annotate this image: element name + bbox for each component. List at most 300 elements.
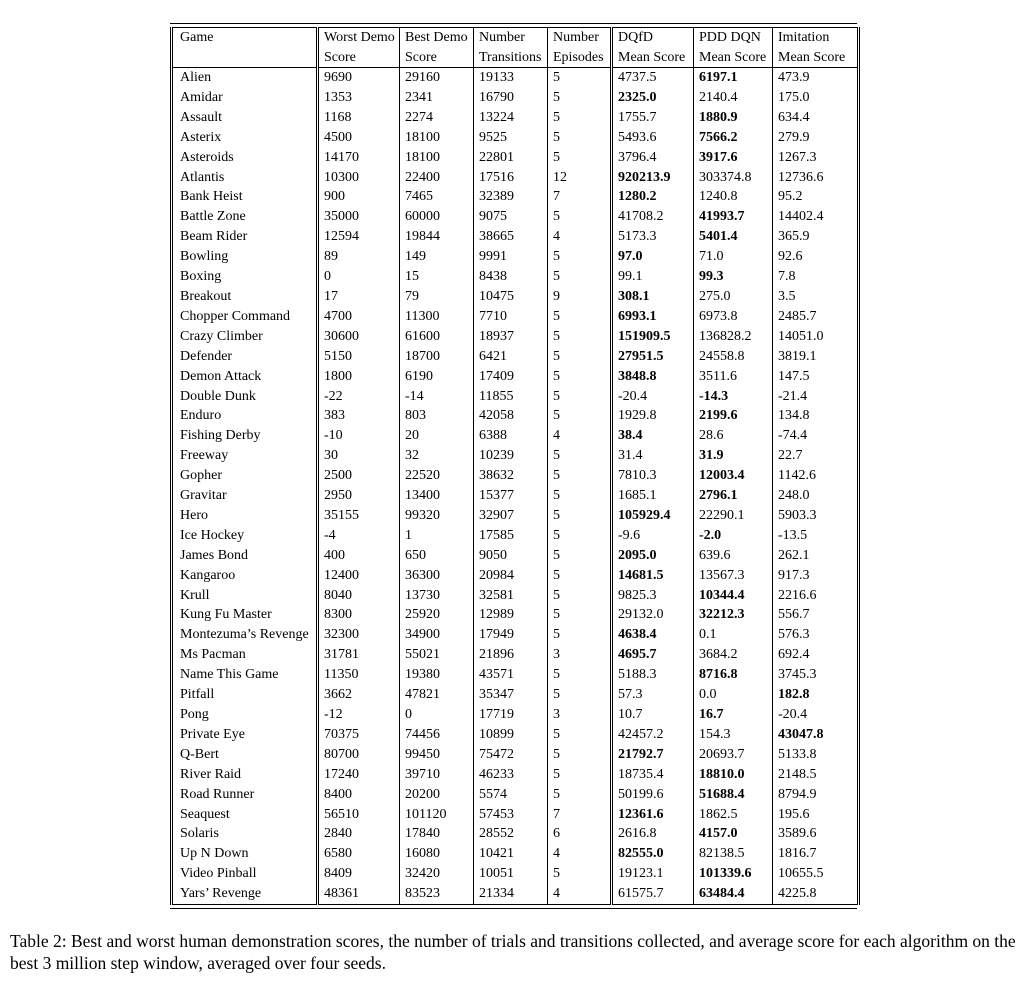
cell-imitation: 175.0	[773, 88, 859, 108]
cell-dqfd: 5173.3	[612, 227, 694, 247]
cell-imitation: 22.7	[773, 446, 859, 466]
cell-imitation: 3745.3	[773, 665, 859, 685]
cell-episodes: 5	[548, 605, 612, 625]
cell-pdd-dqn: 2199.6	[694, 406, 773, 426]
cell-transitions: 17585	[474, 526, 548, 546]
cell-best-demo: 13400	[400, 486, 474, 506]
cell-episodes: 4	[548, 227, 612, 247]
cell-episodes: 5	[548, 486, 612, 506]
table-row	[172, 605, 859, 625]
cell-dqfd: 4737.5	[612, 68, 694, 88]
table-row	[172, 486, 859, 506]
table-row	[172, 785, 859, 805]
cell-game: Ms Pacman	[172, 645, 318, 665]
cell-pdd-dqn: 101339.6	[694, 864, 773, 884]
cell-game: Road Runner	[172, 785, 318, 805]
cell-imitation: 917.3	[773, 566, 859, 586]
cell-imitation: 4225.8	[773, 884, 859, 904]
cell-worst-demo: 17240	[318, 765, 400, 785]
cell-worst-demo: 89	[318, 247, 400, 267]
cell-dqfd: 61575.7	[612, 884, 694, 904]
cell-pdd-dqn: 6197.1	[694, 68, 773, 88]
cell-game: Amidar	[172, 88, 318, 108]
cell-game: Chopper Command	[172, 307, 318, 327]
cell-game: Video Pinball	[172, 864, 318, 884]
cell-transitions: 12989	[474, 605, 548, 625]
cell-dqfd: 21792.7	[612, 745, 694, 765]
cell-pdd-dqn: 0.1	[694, 625, 773, 645]
cell-episodes: 5	[548, 207, 612, 227]
cell-dqfd: 2616.8	[612, 824, 694, 844]
cell-worst-demo: 8400	[318, 785, 400, 805]
results-table	[170, 27, 860, 905]
cell-imitation: 147.5	[773, 367, 859, 387]
cell-dqfd: 5188.3	[612, 665, 694, 685]
cell-pdd-dqn: 16.7	[694, 705, 773, 725]
cell-transitions: 9991	[474, 247, 548, 267]
cell-worst-demo: 31781	[318, 645, 400, 665]
cell-episodes: 5	[548, 586, 612, 606]
cell-game: James Bond	[172, 546, 318, 566]
cell-imitation: 10655.5	[773, 864, 859, 884]
cell-pdd-dqn: 13567.3	[694, 566, 773, 586]
cell-worst-demo: 900	[318, 187, 400, 207]
table-row	[172, 586, 859, 606]
cell-transitions: 16790	[474, 88, 548, 108]
cell-dqfd: 5493.6	[612, 128, 694, 148]
cell-worst-demo: 1800	[318, 367, 400, 387]
cell-dqfd: 27951.5	[612, 347, 694, 367]
cell-transitions: 6388	[474, 426, 548, 446]
cell-episodes: 5	[548, 128, 612, 148]
cell-game: Krull	[172, 586, 318, 606]
table-row	[172, 824, 859, 844]
cell-transitions: 75472	[474, 745, 548, 765]
cell-game: Double Dunk	[172, 387, 318, 407]
cell-imitation: 1267.3	[773, 148, 859, 168]
cell-transitions: 6421	[474, 347, 548, 367]
cell-game: Assault	[172, 108, 318, 128]
header-imitation: Imitation	[773, 28, 859, 48]
cell-episodes: 7	[548, 805, 612, 825]
cell-pdd-dqn: 24558.8	[694, 347, 773, 367]
cell-dqfd: 97.0	[612, 247, 694, 267]
cell-worst-demo: 4500	[318, 128, 400, 148]
cell-best-demo: 60000	[400, 207, 474, 227]
cell-pdd-dqn: 2796.1	[694, 486, 773, 506]
cell-pdd-dqn: 12003.4	[694, 466, 773, 486]
cell-worst-demo: 35000	[318, 207, 400, 227]
cell-episodes: 5	[548, 725, 612, 745]
cell-worst-demo: 32300	[318, 625, 400, 645]
cell-transitions: 43571	[474, 665, 548, 685]
cell-imitation: -74.4	[773, 426, 859, 446]
table-row	[172, 168, 859, 188]
cell-dqfd: 308.1	[612, 287, 694, 307]
header-best-demo: Best Demo	[400, 28, 474, 48]
table-row	[172, 227, 859, 247]
cell-episodes: 5	[548, 625, 612, 645]
cell-game: River Raid	[172, 765, 318, 785]
header-pdd-dqn: PDD DQN	[694, 28, 773, 48]
cell-episodes: 5	[548, 387, 612, 407]
cell-game: Ice Hockey	[172, 526, 318, 546]
cell-episodes: 5	[548, 88, 612, 108]
cell-game: Bowling	[172, 247, 318, 267]
cell-pdd-dqn: 5401.4	[694, 227, 773, 247]
cell-imitation: 692.4	[773, 645, 859, 665]
header-game: Game	[172, 28, 318, 48]
cell-dqfd: 1685.1	[612, 486, 694, 506]
cell-best-demo: 6190	[400, 367, 474, 387]
cell-imitation: 556.7	[773, 605, 859, 625]
cell-transitions: 32389	[474, 187, 548, 207]
cell-pdd-dqn: 99.3	[694, 267, 773, 287]
cell-dqfd: 4638.4	[612, 625, 694, 645]
cell-transitions: 32581	[474, 586, 548, 606]
cell-episodes: 5	[548, 765, 612, 785]
cell-pdd-dqn: 1880.9	[694, 108, 773, 128]
header-best-demo-sub: Score	[400, 48, 474, 68]
table-row	[172, 844, 859, 864]
results-table-frame	[170, 23, 857, 909]
cell-imitation: -20.4	[773, 705, 859, 725]
cell-worst-demo: 400	[318, 546, 400, 566]
cell-worst-demo: 30600	[318, 327, 400, 347]
cell-game: Asteroids	[172, 148, 318, 168]
table-row	[172, 108, 859, 128]
cell-best-demo: 16080	[400, 844, 474, 864]
cell-pdd-dqn: 20693.7	[694, 745, 773, 765]
cell-transitions: 17516	[474, 168, 548, 188]
cell-imitation: 195.6	[773, 805, 859, 825]
cell-dqfd: 1755.7	[612, 108, 694, 128]
cell-worst-demo: 10300	[318, 168, 400, 188]
cell-episodes: 5	[548, 367, 612, 387]
cell-best-demo: 0	[400, 705, 474, 725]
cell-game: Pitfall	[172, 685, 318, 705]
cell-pdd-dqn: 63484.4	[694, 884, 773, 904]
cell-transitions: 7710	[474, 307, 548, 327]
cell-dqfd: 42457.2	[612, 725, 694, 745]
cell-game: Beam Rider	[172, 227, 318, 247]
cell-best-demo: 22400	[400, 168, 474, 188]
cell-worst-demo: 8040	[318, 586, 400, 606]
cell-worst-demo: 80700	[318, 745, 400, 765]
cell-dqfd: 57.3	[612, 685, 694, 705]
cell-worst-demo: 1168	[318, 108, 400, 128]
cell-pdd-dqn: 154.3	[694, 725, 773, 745]
cell-transitions: 22801	[474, 148, 548, 168]
cell-worst-demo: 17	[318, 287, 400, 307]
cell-worst-demo: 70375	[318, 725, 400, 745]
cell-pdd-dqn: 3917.6	[694, 148, 773, 168]
cell-best-demo: 61600	[400, 327, 474, 347]
cell-pdd-dqn: 10344.4	[694, 586, 773, 606]
cell-game: Asterix	[172, 128, 318, 148]
cell-imitation: 262.1	[773, 546, 859, 566]
cell-worst-demo: 9690	[318, 68, 400, 88]
cell-best-demo: 2341	[400, 88, 474, 108]
table-row	[172, 765, 859, 785]
table-row	[172, 68, 859, 88]
table-row	[172, 347, 859, 367]
cell-imitation: 279.9	[773, 128, 859, 148]
cell-dqfd: 7810.3	[612, 466, 694, 486]
cell-best-demo: 20	[400, 426, 474, 446]
header-imitation-sub: Mean Score	[773, 48, 859, 68]
table-caption: Table 2: Best and worst human demonstration scores, the number of trials and transitions collected, and average score for each algorithm on the best 3 million step window, averaged over four seeds.	[10, 931, 1016, 973]
cell-game: Enduro	[172, 406, 318, 426]
cell-imitation: 2216.6	[773, 586, 859, 606]
cell-imitation: -13.5	[773, 526, 859, 546]
cell-imitation: 95.2	[773, 187, 859, 207]
cell-dqfd: 4695.7	[612, 645, 694, 665]
cell-episodes: 5	[548, 864, 612, 884]
cell-pdd-dqn: 3684.2	[694, 645, 773, 665]
cell-worst-demo: 35155	[318, 506, 400, 526]
cell-best-demo: 47821	[400, 685, 474, 705]
cell-transitions: 10475	[474, 287, 548, 307]
cell-transitions: 35347	[474, 685, 548, 705]
cell-best-demo: 17840	[400, 824, 474, 844]
table-row	[172, 446, 859, 466]
table-row	[172, 685, 859, 705]
cell-pdd-dqn: 136828.2	[694, 327, 773, 347]
cell-best-demo: 18100	[400, 148, 474, 168]
cell-worst-demo: 11350	[318, 665, 400, 685]
cell-game: Bank Heist	[172, 187, 318, 207]
table-row	[172, 466, 859, 486]
cell-game: Atlantis	[172, 168, 318, 188]
cell-game: Kangaroo	[172, 566, 318, 586]
cell-best-demo: 79	[400, 287, 474, 307]
cell-best-demo: 149	[400, 247, 474, 267]
cell-dqfd: 6993.1	[612, 307, 694, 327]
cell-imitation: 634.4	[773, 108, 859, 128]
cell-game: Kung Fu Master	[172, 605, 318, 625]
cell-episodes: 5	[548, 566, 612, 586]
cell-game: Breakout	[172, 287, 318, 307]
cell-game: Freeway	[172, 446, 318, 466]
cell-transitions: 42058	[474, 406, 548, 426]
table-row	[172, 128, 859, 148]
cell-best-demo: 29160	[400, 68, 474, 88]
cell-episodes: 3	[548, 705, 612, 725]
cell-transitions: 38632	[474, 466, 548, 486]
table-row	[172, 327, 859, 347]
cell-imitation: 43047.8	[773, 725, 859, 745]
cell-worst-demo: 2840	[318, 824, 400, 844]
cell-pdd-dqn: 4157.0	[694, 824, 773, 844]
cell-imitation: 1142.6	[773, 466, 859, 486]
cell-transitions: 38665	[474, 227, 548, 247]
cell-episodes: 5	[548, 526, 612, 546]
cell-pdd-dqn: 3511.6	[694, 367, 773, 387]
table-row	[172, 247, 859, 267]
cell-imitation: 5133.8	[773, 745, 859, 765]
header-pdd-dqn-sub: Mean Score	[694, 48, 773, 68]
table-row	[172, 665, 859, 685]
cell-best-demo: 55021	[400, 645, 474, 665]
cell-game: Montezuma’s Revenge	[172, 625, 318, 645]
cell-best-demo: 74456	[400, 725, 474, 745]
cell-imitation: 8794.9	[773, 785, 859, 805]
table-row	[172, 187, 859, 207]
cell-best-demo: 32420	[400, 864, 474, 884]
table-row	[172, 884, 859, 904]
cell-episodes: 5	[548, 148, 612, 168]
cell-episodes: 9	[548, 287, 612, 307]
cell-imitation: 2148.5	[773, 765, 859, 785]
table-row	[172, 307, 859, 327]
cell-episodes: 5	[548, 307, 612, 327]
cell-best-demo: 18100	[400, 128, 474, 148]
cell-dqfd: 1929.8	[612, 406, 694, 426]
cell-dqfd: 38.4	[612, 426, 694, 446]
cell-episodes: 5	[548, 685, 612, 705]
cell-best-demo: 19844	[400, 227, 474, 247]
cell-dqfd: 920213.9	[612, 168, 694, 188]
header-dqfd: DQfD	[612, 28, 694, 48]
cell-transitions: 46233	[474, 765, 548, 785]
cell-dqfd: 10.7	[612, 705, 694, 725]
cell-pdd-dqn: 22290.1	[694, 506, 773, 526]
cell-best-demo: 20200	[400, 785, 474, 805]
cell-best-demo: 650	[400, 546, 474, 566]
cell-dqfd: 105929.4	[612, 506, 694, 526]
cell-transitions: 21896	[474, 645, 548, 665]
header-worst-demo-sub: Score	[318, 48, 400, 68]
cell-worst-demo: 48361	[318, 884, 400, 904]
cell-worst-demo: 8300	[318, 605, 400, 625]
cell-dqfd: 2325.0	[612, 88, 694, 108]
cell-transitions: 18937	[474, 327, 548, 347]
cell-dqfd: 41708.2	[612, 207, 694, 227]
cell-best-demo: 19380	[400, 665, 474, 685]
cell-imitation: 3589.6	[773, 824, 859, 844]
cell-worst-demo: 12594	[318, 227, 400, 247]
cell-transitions: 5574	[474, 785, 548, 805]
cell-pdd-dqn: 303374.8	[694, 168, 773, 188]
cell-dqfd: 1280.2	[612, 187, 694, 207]
cell-game: Up N Down	[172, 844, 318, 864]
cell-worst-demo: 30	[318, 446, 400, 466]
cell-game: Demon Attack	[172, 367, 318, 387]
cell-best-demo: 7465	[400, 187, 474, 207]
cell-worst-demo: 0	[318, 267, 400, 287]
cell-best-demo: 36300	[400, 566, 474, 586]
cell-pdd-dqn: 0.0	[694, 685, 773, 705]
cell-worst-demo: 3662	[318, 685, 400, 705]
cell-imitation: 576.3	[773, 625, 859, 645]
cell-imitation: 7.8	[773, 267, 859, 287]
cell-transitions: 8438	[474, 267, 548, 287]
cell-imitation: 12736.6	[773, 168, 859, 188]
table-row	[172, 367, 859, 387]
cell-dqfd: 18735.4	[612, 765, 694, 785]
cell-episodes: 5	[548, 745, 612, 765]
cell-pdd-dqn: 275.0	[694, 287, 773, 307]
cell-game: Gopher	[172, 466, 318, 486]
cell-imitation: 3.5	[773, 287, 859, 307]
cell-dqfd: 50199.6	[612, 785, 694, 805]
cell-episodes: 4	[548, 884, 612, 904]
table-row	[172, 287, 859, 307]
cell-episodes: 3	[548, 645, 612, 665]
cell-best-demo: -14	[400, 387, 474, 407]
cell-dqfd: 151909.5	[612, 327, 694, 347]
cell-episodes: 5	[548, 68, 612, 88]
cell-game: Crazy Climber	[172, 327, 318, 347]
cell-pdd-dqn: 1862.5	[694, 805, 773, 825]
cell-transitions: 9050	[474, 546, 548, 566]
cell-worst-demo: 4700	[318, 307, 400, 327]
cell-pdd-dqn: 41993.7	[694, 207, 773, 227]
table-row	[172, 864, 859, 884]
cell-episodes: 5	[548, 267, 612, 287]
cell-worst-demo: 2950	[318, 486, 400, 506]
cell-pdd-dqn: 6973.8	[694, 307, 773, 327]
cell-imitation: 14402.4	[773, 207, 859, 227]
cell-dqfd: 14681.5	[612, 566, 694, 586]
cell-pdd-dqn: 32212.3	[694, 605, 773, 625]
cell-pdd-dqn: 18810.0	[694, 765, 773, 785]
cell-pdd-dqn: -2.0	[694, 526, 773, 546]
table-row	[172, 406, 859, 426]
cell-worst-demo: 2500	[318, 466, 400, 486]
cell-episodes: 5	[548, 446, 612, 466]
cell-pdd-dqn: -14.3	[694, 387, 773, 407]
cell-episodes: 5	[548, 327, 612, 347]
cell-worst-demo: 383	[318, 406, 400, 426]
cell-best-demo: 18700	[400, 347, 474, 367]
cell-dqfd: 99.1	[612, 267, 694, 287]
cell-transitions: 20984	[474, 566, 548, 586]
cell-transitions: 19133	[474, 68, 548, 88]
cell-worst-demo: 8409	[318, 864, 400, 884]
cell-transitions: 9075	[474, 207, 548, 227]
cell-pdd-dqn: 28.6	[694, 426, 773, 446]
table-row	[172, 566, 859, 586]
cell-transitions: 17409	[474, 367, 548, 387]
cell-best-demo: 2274	[400, 108, 474, 128]
cell-game: Yars’ Revenge	[172, 884, 318, 904]
cell-best-demo: 99450	[400, 745, 474, 765]
header-number-transitions: Number	[474, 28, 548, 48]
table-row	[172, 645, 859, 665]
cell-dqfd: 2095.0	[612, 546, 694, 566]
cell-transitions: 21334	[474, 884, 548, 904]
cell-imitation: 3819.1	[773, 347, 859, 367]
cell-best-demo: 1	[400, 526, 474, 546]
cell-game: Alien	[172, 68, 318, 88]
header-row-1	[172, 28, 859, 48]
cell-episodes: 5	[548, 347, 612, 367]
cell-best-demo: 34900	[400, 625, 474, 645]
cell-dqfd: 9825.3	[612, 586, 694, 606]
cell-game: Private Eye	[172, 725, 318, 745]
cell-pdd-dqn: 8716.8	[694, 665, 773, 685]
table-row	[172, 148, 859, 168]
cell-imitation: 5903.3	[773, 506, 859, 526]
cell-pdd-dqn: 31.9	[694, 446, 773, 466]
cell-transitions: 9525	[474, 128, 548, 148]
cell-worst-demo: -22	[318, 387, 400, 407]
cell-dqfd: 29132.0	[612, 605, 694, 625]
cell-game: Pong	[172, 705, 318, 725]
cell-transitions: 13224	[474, 108, 548, 128]
